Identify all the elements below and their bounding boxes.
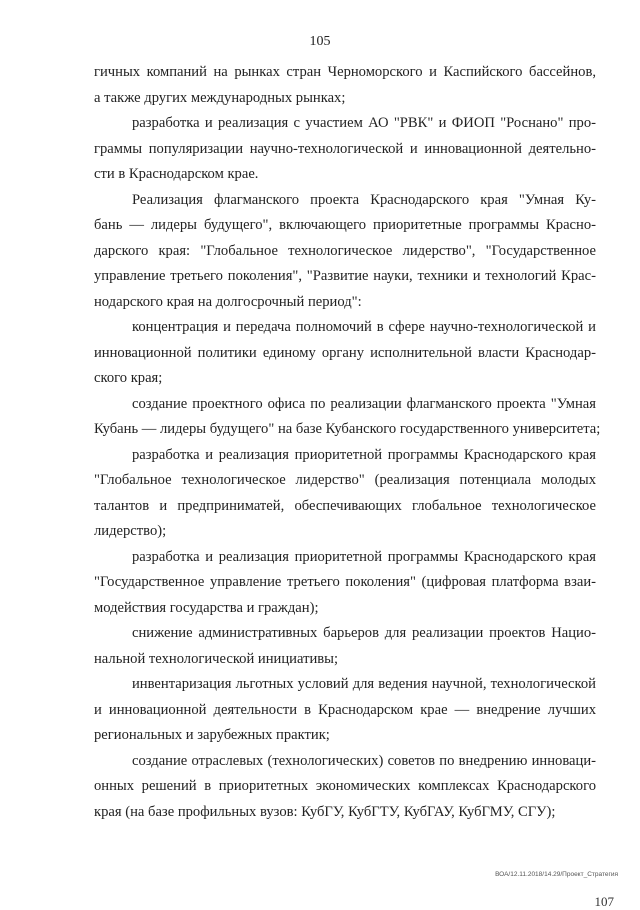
- text-line: и инновационной деятельности в Краснодарском крае — внедрение лучших: [94, 701, 596, 718]
- text-line: а также других международных рынках;: [94, 89, 346, 106]
- text-line: нальной технологической инициативы;: [94, 650, 339, 667]
- text-line: Кубань — лидеры будущего" на базе Кубанского государственного университета;: [94, 421, 601, 437]
- text-line: края (на базе профильных вузов: КубГУ, КубГТУ, КубГАУ, КубГМУ, СГУ);: [94, 803, 556, 820]
- page-number: 105: [309, 34, 331, 49]
- text-line: лидерство);: [94, 523, 167, 539]
- text-line: Реализация флагманского проекта Краснодарского края "Умная Ку-: [132, 191, 596, 208]
- text-line: нодарского края на долгосрочный период":: [94, 293, 362, 310]
- text-line: дарского края: "Глобальное технологическое лидерство", "Государственное: [94, 242, 596, 259]
- text-line: модействия государства и граждан);: [94, 599, 319, 616]
- text-line: создание проектного офиса по реализации флагманского проекта "Умная: [132, 395, 596, 412]
- text-line: создание отраслевых (технологических) советов по внедрению инноваци-: [132, 752, 596, 769]
- text-line: инновационной политики единому органу исполнительной власти Краснодар-: [94, 344, 596, 361]
- text-line: концентрация и передача полномочий в сфере научно-технологической и: [132, 319, 596, 335]
- text-line: инвентаризация льготных условий для ведения научной, технологической: [132, 676, 596, 692]
- text-line: ского края;: [94, 370, 163, 386]
- text-line: снижение административных барьеров для реализации проектов Нацио-: [132, 625, 596, 641]
- text-line: онных решений в приоритетных экономических комплексах Краснодарского: [94, 778, 596, 794]
- text-line: талантов и предприниматей, обеспечивающих глобальное технологическое: [94, 497, 596, 514]
- document-body: [94, 60, 601, 825]
- text-line: разработка и реализация приоритетной программы Краснодарского края: [132, 446, 596, 463]
- text-line: разработка и реализация с участием АО "РВК" и ФИОП "Роснано" про-: [132, 115, 596, 131]
- text-line: региональных и зарубежных практик;: [94, 727, 330, 743]
- text-line: разработка и реализация приоритетной программы Краснодарского края: [132, 548, 596, 565]
- text-line: "Глобальное технологическое лидерство" (реализация потенциала молодых: [94, 472, 596, 488]
- text-line: управление третьего поколения", "Развитие науки, техники и технологий Крас-: [94, 268, 596, 284]
- text-line: "Государственное управление третьего поколения" (цифровая платформа взаи-: [94, 574, 596, 590]
- text-line: сти в Краснодарском крае.: [94, 166, 259, 182]
- text-line: гичных компаний на рынках стран Черноморского и Каспийского бассейнов,: [94, 64, 596, 80]
- next-page-number: 107: [594, 894, 614, 909]
- text-line: граммы популяризации научно-технологической и инновационной деятельно-: [94, 140, 596, 157]
- text-line: бань — лидеры будущего", включающего приоритетные программы Красно-: [94, 217, 596, 233]
- footer-file-note: ВОА/12.11.2018/14.29/Проект_Стратегия: [495, 871, 618, 878]
